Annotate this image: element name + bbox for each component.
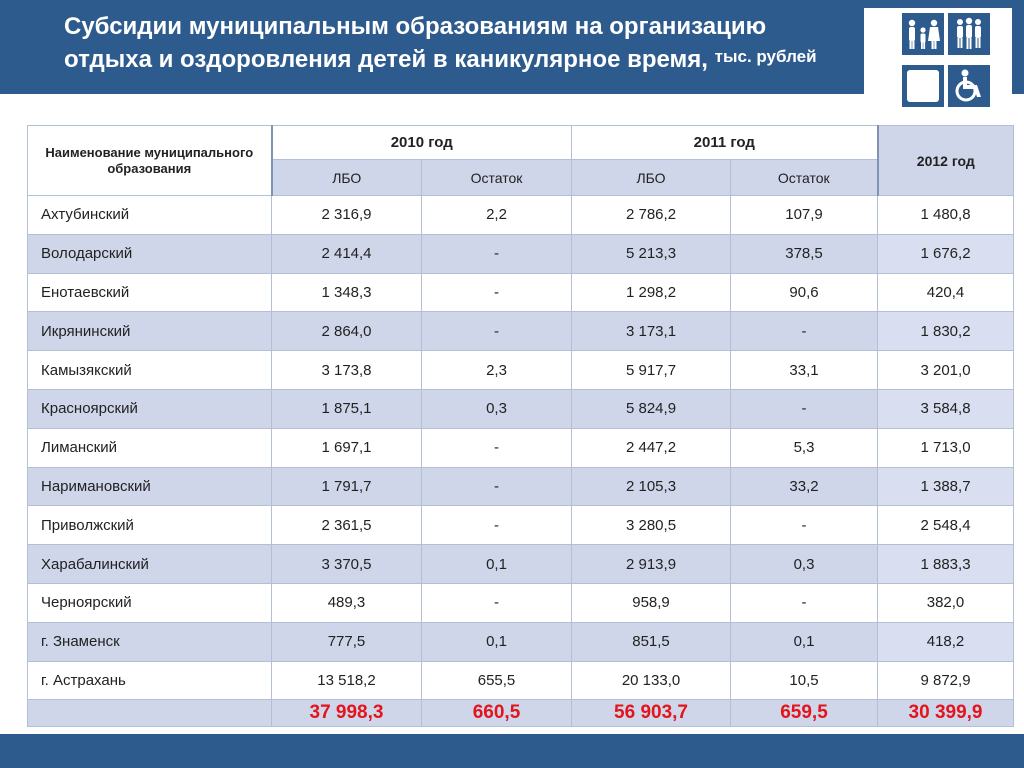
cell-2010-lbo: 2 316,9 xyxy=(272,196,422,235)
cell-2011-lbo: 3 280,5 xyxy=(572,506,731,545)
cell-2011-lbo: 5 824,9 xyxy=(572,389,731,428)
cell-2010-ostatok: 0,3 xyxy=(422,389,572,428)
cell-2011-lbo: 5 213,3 xyxy=(572,234,731,273)
row-name: Наримановский xyxy=(28,467,272,506)
header-row-years xyxy=(28,126,1014,160)
cell-2010-ostatok: - xyxy=(422,312,572,351)
cell-2010-lbo: 2 361,5 xyxy=(272,506,422,545)
table-row xyxy=(28,389,1014,428)
cell-2011-lbo: 2 786,2 xyxy=(572,196,731,235)
cell-2011-lbo: 851,5 xyxy=(572,622,731,661)
column-header-2010: 2010 год xyxy=(272,126,572,160)
cell-2011-lbo: 2 105,3 xyxy=(572,467,731,506)
cell-2011-ostatok: 0,1 xyxy=(731,622,878,661)
cell-2010-ostatok: - xyxy=(422,583,572,622)
cell-2010-ostatok: - xyxy=(422,467,572,506)
row-name: Лиманский xyxy=(28,428,272,467)
cell-2010-lbo: 3 370,5 xyxy=(272,545,422,584)
totals-row xyxy=(28,700,1014,727)
table-row xyxy=(28,196,1014,235)
row-name: г. Знаменск xyxy=(28,622,272,661)
cell-2011-ostatok: - xyxy=(731,583,878,622)
subheader-2011-ostatok: Остаток xyxy=(731,160,878,196)
total-2010-lbo: 37 998,3 xyxy=(272,700,422,727)
totals-label xyxy=(28,700,272,727)
cell-2010-ostatok: 2,2 xyxy=(422,196,572,235)
subsidy-table xyxy=(27,125,1014,727)
row-name: Черноярский xyxy=(28,583,272,622)
cell-2011-lbo: 5 917,7 xyxy=(572,351,731,390)
cell-2012: 1 830,2 xyxy=(878,312,1014,351)
title-line-1: Субсидии муниципальным образованиям на организацию xyxy=(64,13,767,40)
cell-2010-lbo: 3 173,8 xyxy=(272,351,422,390)
total-2011-ostatok: 659,5 xyxy=(731,700,878,727)
column-header-name: Наименование муниципального образования xyxy=(28,126,272,196)
cell-2012: 1 388,7 xyxy=(878,467,1014,506)
subsidy-table-wrap xyxy=(27,125,1014,727)
cell-2011-lbo: 2 913,9 xyxy=(572,545,731,584)
cell-2012: 1 676,2 xyxy=(878,234,1014,273)
column-header-2011: 2011 год xyxy=(572,126,878,160)
table-body xyxy=(28,196,1014,700)
cell-2012: 420,4 xyxy=(878,273,1014,312)
row-name: Камызякский xyxy=(28,351,272,390)
cell-2012: 1 883,3 xyxy=(878,545,1014,584)
subheader-2011-lbo: ЛБО xyxy=(572,160,731,196)
cell-2011-ostatok: - xyxy=(731,506,878,545)
cell-2011-ostatok: 378,5 xyxy=(731,234,878,273)
cell-2010-lbo: 1 875,1 xyxy=(272,389,422,428)
table-row xyxy=(28,312,1014,351)
cell-2012: 3 201,0 xyxy=(878,351,1014,390)
blank-icon xyxy=(902,65,944,107)
cell-2010-ostatok: 655,5 xyxy=(422,661,572,700)
cell-2012: 1 480,8 xyxy=(878,196,1014,235)
table-row xyxy=(28,467,1014,506)
cell-2010-ostatok: 0,1 xyxy=(422,622,572,661)
title-line-2-text: отдыха и оздоровления детей в каникулярное время, xyxy=(64,46,708,73)
cell-2010-lbo: 489,3 xyxy=(272,583,422,622)
title-line-2 xyxy=(64,43,817,78)
subheader-2010-lbo: ЛБО xyxy=(272,160,422,196)
page-title xyxy=(64,10,817,78)
row-name: Ахтубинский xyxy=(28,196,272,235)
cell-2010-ostatok: - xyxy=(422,273,572,312)
total-2012: 30 399,9 xyxy=(878,700,1014,727)
total-2011-lbo: 56 903,7 xyxy=(572,700,731,727)
row-name: г. Астрахань xyxy=(28,661,272,700)
unit-label: тыс. рублей xyxy=(714,47,817,66)
logo xyxy=(864,8,1012,118)
cell-2011-lbo: 3 173,1 xyxy=(572,312,731,351)
cell-2011-ostatok: 33,1 xyxy=(731,351,878,390)
row-name: Володарский xyxy=(28,234,272,273)
total-2010-ostatok: 660,5 xyxy=(422,700,572,727)
table-row xyxy=(28,506,1014,545)
cell-2011-ostatok: 90,6 xyxy=(731,273,878,312)
row-name: Икрянинский xyxy=(28,312,272,351)
cell-2010-lbo: 2 864,0 xyxy=(272,312,422,351)
table-row xyxy=(28,583,1014,622)
cell-2012: 1 713,0 xyxy=(878,428,1014,467)
cell-2010-lbo: 777,5 xyxy=(272,622,422,661)
cell-2012: 382,0 xyxy=(878,583,1014,622)
cell-2010-ostatok: - xyxy=(422,234,572,273)
table-row xyxy=(28,545,1014,584)
cell-2011-ostatok: 5,3 xyxy=(731,428,878,467)
cell-2011-lbo: 2 447,2 xyxy=(572,428,731,467)
cell-2012: 2 548,4 xyxy=(878,506,1014,545)
row-name: Приволжский xyxy=(28,506,272,545)
row-name: Красноярский xyxy=(28,389,272,428)
family-icon xyxy=(902,13,944,55)
cell-2010-lbo: 13 518,2 xyxy=(272,661,422,700)
cell-2010-ostatok: - xyxy=(422,428,572,467)
table-row xyxy=(28,661,1014,700)
table-row xyxy=(28,622,1014,661)
cell-2010-ostatok: - xyxy=(422,506,572,545)
table-row xyxy=(28,351,1014,390)
table-row xyxy=(28,273,1014,312)
footer-bar xyxy=(0,734,1024,768)
wheelchair-icon xyxy=(948,65,990,107)
cell-2011-ostatok: 107,9 xyxy=(731,196,878,235)
cell-2010-lbo: 2 414,4 xyxy=(272,234,422,273)
cell-2012: 3 584,8 xyxy=(878,389,1014,428)
cell-2011-ostatok: 0,3 xyxy=(731,545,878,584)
column-header-2012: 2012 год xyxy=(878,126,1014,196)
table-row xyxy=(28,428,1014,467)
cell-2011-ostatok: 10,5 xyxy=(731,661,878,700)
cell-2010-lbo: 1 697,1 xyxy=(272,428,422,467)
table-row xyxy=(28,234,1014,273)
cell-2012: 418,2 xyxy=(878,622,1014,661)
row-name: Харабалинский xyxy=(28,545,272,584)
cell-2011-lbo: 20 133,0 xyxy=(572,661,731,700)
row-name: Енотаевский xyxy=(28,273,272,312)
cell-2010-ostatok: 0,1 xyxy=(422,545,572,584)
cell-2010-lbo: 1 348,3 xyxy=(272,273,422,312)
cell-2011-ostatok: - xyxy=(731,312,878,351)
cell-2012: 9 872,9 xyxy=(878,661,1014,700)
cell-2011-lbo: 1 298,2 xyxy=(572,273,731,312)
subheader-2010-ostatok: Остаток xyxy=(422,160,572,196)
cell-2010-lbo: 1 791,7 xyxy=(272,467,422,506)
cell-2011-ostatok: 33,2 xyxy=(731,467,878,506)
cell-2011-ostatok: - xyxy=(731,389,878,428)
cell-2011-lbo: 958,9 xyxy=(572,583,731,622)
group-icon xyxy=(948,13,990,55)
cell-2010-ostatok: 2,3 xyxy=(422,351,572,390)
